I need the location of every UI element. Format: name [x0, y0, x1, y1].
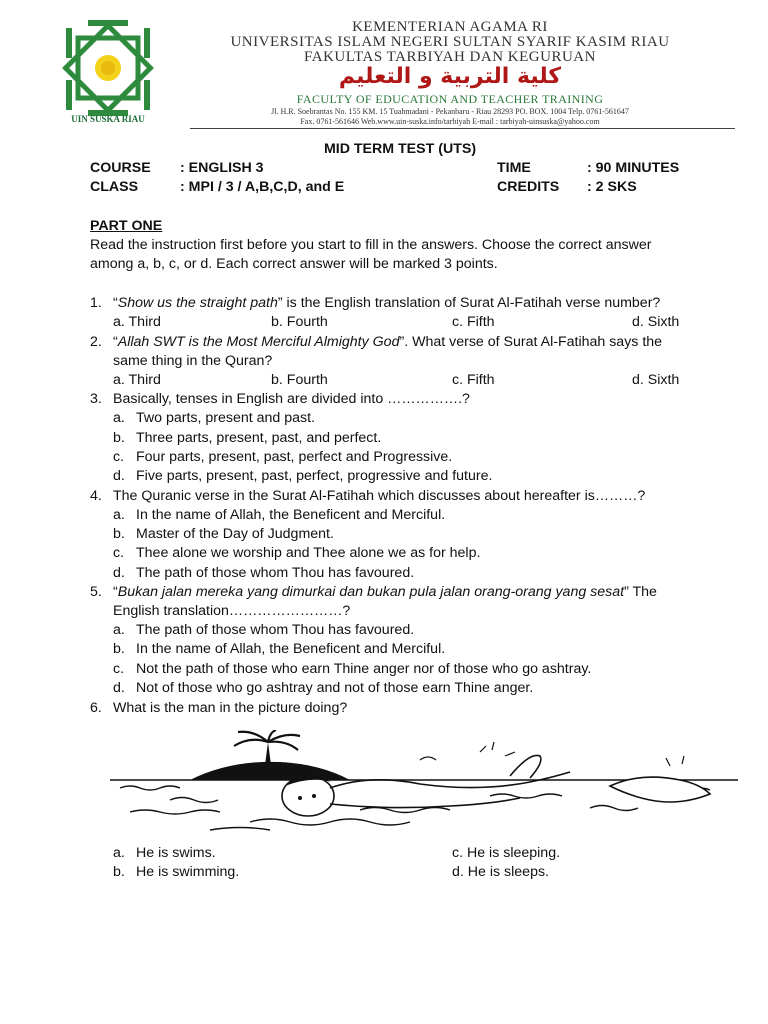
class-label: CLASS [90, 179, 139, 195]
credits-label: CREDITS [497, 179, 560, 195]
question-number: 2. [90, 334, 102, 350]
faculty-name-arabic: كلية التربية و التعليم [338, 64, 562, 89]
question-text: “Allah SWT is the Most Merciful Almighty God”. What verse of Surat Al-Fatihah says the [113, 334, 663, 350]
ministry-name: KEMENTERIAN AGAMA RI [352, 19, 548, 35]
question-text-continued: English translation……………………? [113, 603, 351, 619]
option-b[interactable]: b. Fourth [271, 372, 328, 388]
option-c[interactable]: c. Fifth [452, 314, 495, 330]
question-number: 1. [90, 295, 102, 311]
option-c[interactable]: c. Fifth [452, 372, 495, 388]
credits-value: : 2 SKS [587, 179, 637, 195]
option-c-letter: c. [113, 661, 125, 677]
option-a-letter: a. [113, 507, 125, 523]
option-d[interactable]: The path of those whom Thou has favoured. [136, 565, 415, 581]
question-text: “Show us the straight path” is the English translation of Surat Al-Fatihah verse number? [113, 295, 661, 311]
question-number: 3. [90, 391, 102, 407]
faculty-name: FAKULTAS TARBIYAH DAN KEGURUAN [304, 49, 596, 65]
option-a[interactable]: a. Third [113, 314, 161, 330]
time-value: : 90 MINUTES [587, 160, 680, 176]
university-name: UNIVERSITAS ISLAM NEGERI SULTAN SYARIF KASIM RIAU [230, 34, 670, 50]
option-c[interactable]: c. He is sleeping. [452, 845, 561, 861]
option-c[interactable]: Four parts, present, past, perfect and Progressive. [136, 449, 453, 465]
option-d[interactable]: d. He is sleeps. [452, 864, 549, 880]
option-c-letter: c. [113, 449, 125, 465]
question-text: “Bukan jalan mereka yang dimurkai dan bukan pula jalan orang-orang yang sesat” The [113, 584, 657, 600]
question-text-continued: same thing in the Quran? [113, 353, 273, 369]
question-number: 6. [90, 700, 102, 716]
course-value: : ENGLISH 3 [180, 160, 264, 176]
test-title: MID TERM TEST (UTS) [323, 141, 477, 157]
course-label: COURSE [90, 160, 151, 176]
option-d[interactable]: d. Sixth [632, 314, 680, 330]
question-text: The Quranic verse in the Surat Al-Fatihah which discusses about hereafter is………? [113, 488, 646, 504]
option-d[interactable]: Five parts, present, past, perfect, progressive and future. [136, 468, 493, 484]
option-a[interactable]: In the name of Allah, the Beneficent and Merciful. [136, 507, 446, 523]
class-value: : MPI / 3 / A,B,C,D, and E [180, 179, 345, 195]
instruction-line: among a, b, c, or d. Each correct answer will be marked 3 points. [90, 256, 498, 272]
question-number: 5. [90, 584, 102, 600]
university-logo [48, 18, 168, 118]
option-b-letter: b. [113, 641, 125, 657]
option-c[interactable]: Not the path of those who earn Thine anger nor of those who go ashtray. [136, 661, 592, 677]
option-d-letter: d. [113, 468, 125, 484]
option-b[interactable]: Three parts, present, past, and perfect. [136, 430, 382, 446]
part-heading: PART ONE [90, 218, 163, 234]
option-b[interactable]: Master of the Day of Judgment. [136, 526, 334, 542]
option-d[interactable]: d. Sixth [632, 372, 680, 388]
option-c[interactable]: Thee alone we worship and Thee alone we as for help. [136, 545, 481, 561]
option-d-letter: d. [113, 680, 125, 696]
option-d-letter: d. [113, 565, 125, 581]
option-b-letter: b. [113, 430, 125, 446]
contact-info: Fax. 0761-561646 Web.www.uin-suska.info/tarbiyah E-mail : tarbiyah-uinsuska@yahoo.com [300, 117, 600, 126]
option-d[interactable]: Not of those who go ashtray and not of those earn Thine anger. [136, 680, 534, 696]
option-a[interactable]: He is swims. [136, 845, 216, 861]
option-a[interactable]: Two parts, present and past. [136, 410, 316, 426]
question-text: Basically, tenses in English are divided into …………….? [113, 391, 470, 407]
option-a-letter: a. [113, 622, 125, 638]
option-a[interactable]: a. Third [113, 372, 161, 388]
time-label: TIME [497, 160, 531, 176]
instruction-line: Read the instruction first before you start to fill in the answers. Choose the correct answer [90, 237, 652, 253]
option-a[interactable]: The path of those whom Thou has favoured. [136, 622, 415, 638]
option-a-letter: a. [113, 410, 125, 426]
option-b-letter: b. [113, 864, 125, 880]
question-number: 4. [90, 488, 102, 504]
option-b-letter: b. [113, 526, 125, 542]
option-b[interactable]: He is swimming. [136, 864, 240, 880]
header-divider [190, 128, 735, 129]
option-b[interactable]: b. Fourth [271, 314, 328, 330]
letterhead [0, 0, 768, 130]
swimmer-illustration [110, 730, 738, 838]
question-text: What is the man in the picture doing? [113, 700, 348, 716]
option-c-letter: c. [113, 545, 125, 561]
option-a-letter: a. [113, 845, 125, 861]
faculty-name-english: FACULTY OF EDUCATION AND TEACHER TRAINING [296, 92, 604, 106]
logo-caption: UIN SUSKA RIAU [71, 114, 145, 124]
address: Jl. H.R. Soebrantas No. 155 KM. 15 Tuahmadani - Pekanbaru - Riau 28293 PO. BOX. 1004 Telp. 0761-561647 [271, 107, 629, 116]
option-b[interactable]: In the name of Allah, the Beneficent and Merciful. [136, 641, 446, 657]
